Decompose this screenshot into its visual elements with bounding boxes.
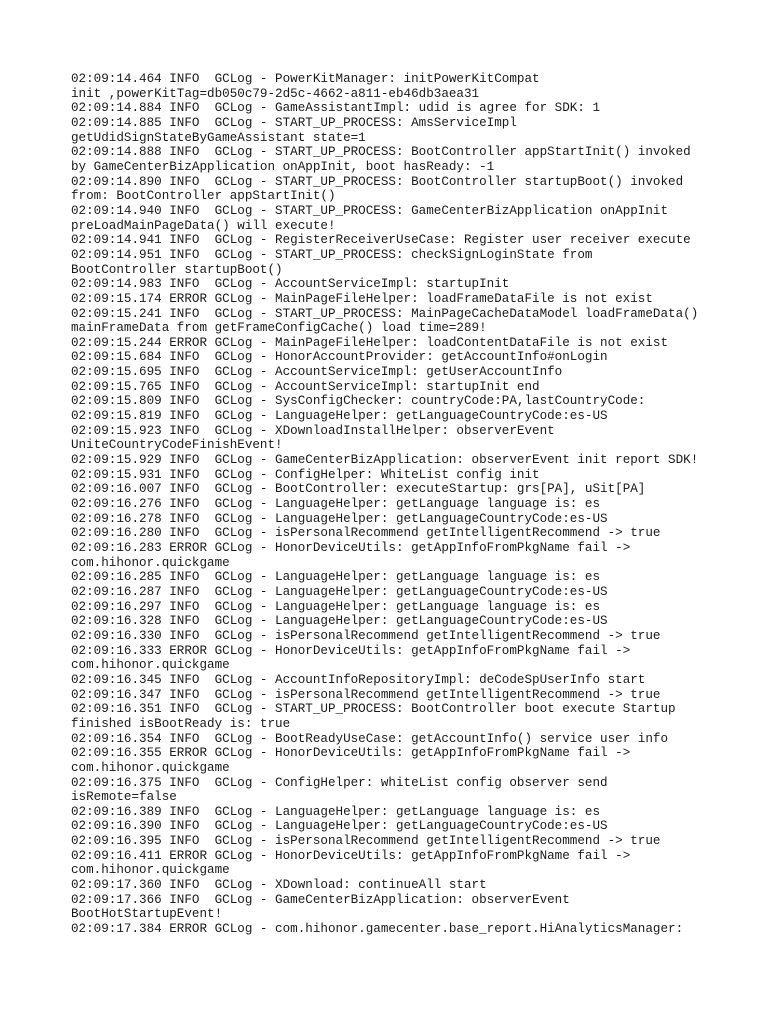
log-line: 02:09:16.375 INFO GCLog - ConfigHelper: whiteList config observer send	[71, 775, 608, 790]
log-line: 02:09:14.890 INFO GCLog - START_UP_PROCESS: BootController startupBoot() invoked	[71, 174, 684, 189]
log-line: 02:09:14.941 INFO GCLog - RegisterReceiverUseCase: Register user receiver execute	[71, 233, 691, 248]
log-line: 02:09:16.278 INFO GCLog - LanguageHelper: getLanguageCountryCode:es-US	[71, 511, 608, 526]
log-line: 02:09:15.931 INFO GCLog - ConfigHelper: WhiteList config init	[71, 467, 540, 482]
log-line: 02:09:16.351 INFO GCLog - START_UP_PROCESS: BootController boot execute Startup	[71, 702, 676, 717]
log-line: 02:09:14.884 INFO GCLog - GameAssistantImpl: udid is agree for SDK: 1	[71, 101, 601, 116]
log-line: 02:09:15.695 INFO GCLog - AccountServiceImpl: getUserAccountInfo	[71, 365, 563, 380]
log-line: BootController startupBoot()	[71, 262, 283, 277]
log-line: 02:09:16.354 INFO GCLog - BootReadyUseCase: getAccountInfo() service user info	[71, 731, 669, 746]
log-line: 02:09:16.283 ERROR GCLog - HonorDeviceUtils: getAppInfoFromPkgName fail ->	[71, 541, 631, 555]
log-document	[71, 72, 761, 937]
log-line: 02:09:14.885 INFO GCLog - START_UP_PROCESS: AmsServiceImpl	[71, 115, 517, 130]
log-line: UniteCountryCodeFinishEvent!	[71, 438, 283, 453]
log-line: 02:09:16.345 INFO GCLog - AccountInfoRepositoryImpl: deCodeSpUserInfo start	[71, 672, 646, 687]
log-line: 02:09:15.244 ERROR GCLog - MainPageFileHelper: loadContentDataFile is not exist	[71, 335, 669, 350]
log-line: isRemote=false	[71, 790, 177, 805]
log-line: 02:09:15.929 INFO GCLog - GameCenterBizApplication: observerEvent init report SDK!	[71, 453, 699, 468]
log-line: mainFrameData from getFrameConfigCache() load time=289!	[71, 321, 487, 336]
log-line: 02:09:15.809 INFO GCLog - SysConfigChecker: countryCode:PA,lastCountryCode:	[71, 394, 646, 409]
log-line: 02:09:17.366 INFO GCLog - GameCenterBizApplication: observerEvent	[71, 892, 570, 907]
log-line: 02:09:16.328 INFO GCLog - LanguageHelper: getLanguageCountryCode:es-US	[71, 614, 608, 629]
log-line: 02:09:16.285 INFO GCLog - LanguageHelper: getLanguage language is: es	[71, 570, 601, 585]
log-line: 02:09:15.819 INFO GCLog - LanguageHelper: getLanguageCountryCode:es-US	[71, 409, 608, 424]
log-line: 02:09:15.241 INFO GCLog - START_UP_PROCESS: MainPageCacheDataModel loadFrameData()	[71, 306, 699, 321]
log-line: 02:09:16.390 INFO GCLog - LanguageHelper: getLanguageCountryCode:es-US	[71, 819, 608, 834]
log-line: 02:09:16.347 INFO GCLog - isPersonalRecommend getIntelligentRecommend -> true	[71, 687, 661, 702]
log-line: com.hihonor.quickgame	[71, 658, 230, 673]
log-line: BootHotStartupEvent!	[71, 907, 223, 922]
log-line: 02:09:16.276 INFO GCLog - LanguageHelper: getLanguage language is: es	[71, 497, 601, 512]
log-line: getUdidSignStateByGameAssistant state=1	[71, 130, 366, 145]
log-line: 02:09:16.280 INFO GCLog - isPersonalRecommend getIntelligentRecommend -> true	[71, 526, 661, 541]
log-line: 02:09:14.951 INFO GCLog - START_UP_PROCESS: checkSignLoginState from	[71, 247, 593, 262]
log-line: 02:09:14.983 INFO GCLog - AccountServiceImpl: startupInit	[71, 277, 510, 292]
log-line: 02:09:16.007 INFO GCLog - BootController: executeStartup: grs[PA], uSit[PA]	[71, 482, 646, 497]
log-line: com.hihonor.quickgame	[71, 863, 230, 878]
log-line: 02:09:16.389 INFO GCLog - LanguageHelper: getLanguage language is: es	[71, 804, 601, 819]
log-line: 02:09:16.411 ERROR GCLog - HonorDeviceUtils: getAppInfoFromPkgName fail ->	[71, 848, 631, 863]
log-line: 02:09:16.287 INFO GCLog - LanguageHelper: getLanguageCountryCode:es-US	[71, 584, 608, 599]
log-line: 02:09:14.464 INFO GCLog - PowerKitManager: initPowerKitCompat	[71, 72, 540, 86]
log-line: finished isBootReady is: true	[71, 716, 291, 731]
log-line: 02:09:15.765 INFO GCLog - AccountServiceImpl: startupInit end	[71, 379, 540, 394]
log-line: 02:09:14.888 INFO GCLog - START_UP_PROCESS: BootController appStartInit() invoked	[71, 145, 691, 160]
log-line: 02:09:16.330 INFO GCLog - isPersonalRecommend getIntelligentRecommend -> true	[71, 628, 661, 643]
log-line: 02:09:17.360 INFO GCLog - XDownload: continueAll start	[71, 878, 487, 893]
log-line: 02:09:16.333 ERROR GCLog - HonorDeviceUtils: getAppInfoFromPkgName fail ->	[71, 643, 631, 658]
log-line: 02:09:16.395 INFO GCLog - isPersonalRecommend getIntelligentRecommend -> true	[71, 834, 661, 849]
log-line: preLoadMainPageData() will execute!	[71, 218, 336, 233]
log-line: 02:09:17.384 ERROR GCLog - com.hihonor.gamecenter.base_report.HiAnalyticsManager:	[71, 922, 684, 937]
log-line: 02:09:15.684 INFO GCLog - HonorAccountProvider: getAccountInfo#onLogin	[71, 350, 608, 365]
log-line: 02:09:14.940 INFO GCLog - START_UP_PROCESS: GameCenterBizApplication onAppInit	[71, 203, 669, 218]
log-line: 02:09:15.923 INFO GCLog - XDownloadInstallHelper: observerEvent	[71, 423, 555, 438]
log-line: from: BootController appStartInit()	[71, 189, 336, 204]
log-line: 02:09:16.297 INFO GCLog - LanguageHelper: getLanguage language is: es	[71, 599, 601, 614]
log-line: by GameCenterBizApplication onAppInit, boot hasReady: -1	[71, 159, 495, 174]
log-line: com.hihonor.quickgame	[71, 555, 230, 570]
log-line: com.hihonor.quickgame	[71, 760, 230, 775]
log-line: 02:09:15.174 ERROR GCLog - MainPageFileHelper: loadFrameDataFile is not exist	[71, 291, 653, 306]
log-line: init ,powerKitTag=db050c79-2d5c-4662-a811-eb46db3aea31	[71, 86, 480, 101]
log-line: 02:09:16.355 ERROR GCLog - HonorDeviceUtils: getAppInfoFromPkgName fail ->	[71, 746, 631, 761]
